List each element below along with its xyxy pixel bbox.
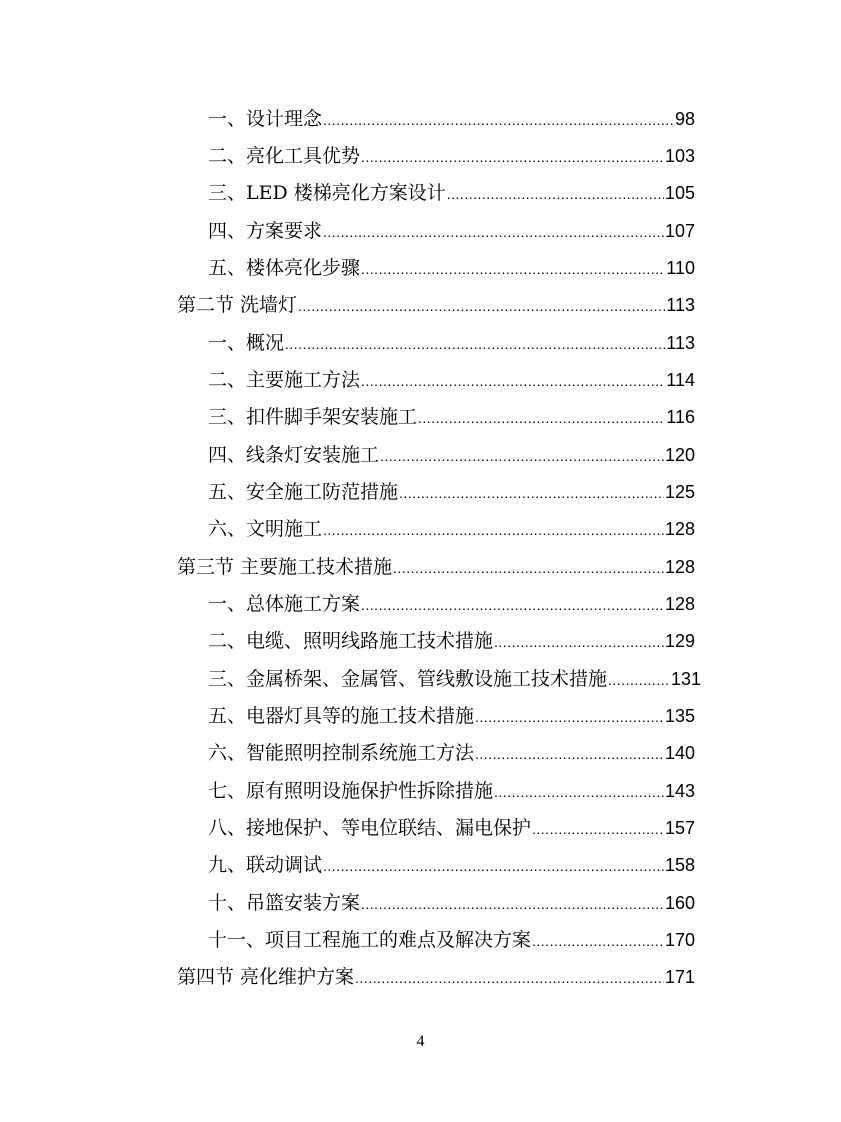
toc-entry-title: 十一、项目工程施工的难点及解决方案: [208, 929, 532, 951]
dot-leader: [494, 627, 664, 657]
toc-entry-page: 103: [664, 146, 695, 166]
toc-entry-page: 170: [664, 930, 695, 950]
dot-leader: [393, 553, 664, 583]
toc-entry-page: 135: [664, 706, 695, 726]
dot-leader: [361, 142, 664, 172]
toc-entry-title: 五、电器灯具等的施工技术措施: [208, 705, 475, 727]
toc-entry-page: 128: [664, 594, 695, 614]
toc-entry-title: 第三节 主要施工技术措施: [177, 556, 393, 578]
toc-section-entry[interactable]: [177, 962, 695, 992]
toc-entry-page: 113: [666, 333, 695, 353]
dot-leader: [355, 963, 664, 993]
toc-entry-title: 第二节 洗墙灯: [177, 294, 298, 316]
toc-entry[interactable]: [208, 738, 695, 768]
dot-leader: [298, 291, 665, 321]
toc-entry-page: 113: [666, 295, 695, 315]
toc-entry-title: 七、原有照明设施保护性拆除措施: [208, 780, 494, 802]
toc-entry[interactable]: [208, 365, 695, 395]
dot-leader: [323, 217, 664, 247]
toc-entry-title: 一、总体施工方案: [208, 593, 361, 615]
toc-entry[interactable]: [208, 776, 695, 806]
toc-entry[interactable]: [208, 589, 695, 619]
toc-entry-title: 四、方案要求: [208, 220, 323, 242]
toc-entry-page: 125: [664, 482, 695, 502]
toc-entry-page: 98: [674, 109, 695, 129]
dot-leader: [399, 478, 664, 508]
toc-entry-title: 九、联动调试: [208, 854, 323, 876]
toc-entry-title: 二、主要施工方法: [208, 369, 361, 391]
toc-entry[interactable]: [208, 328, 695, 358]
dot-leader: [361, 366, 665, 396]
dot-leader: [323, 851, 664, 881]
toc-entry-title: 三、扣件脚手架安装施工: [208, 406, 418, 428]
toc-entry-page: 105: [664, 183, 695, 203]
toc-entry[interactable]: [208, 514, 695, 544]
toc-entry-page: 131: [670, 669, 701, 689]
toc-entry-title: 五、楼体亮化步骤: [208, 257, 361, 279]
dot-leader: [494, 777, 664, 807]
toc-entry[interactable]: [208, 402, 695, 432]
toc-entry[interactable]: [208, 141, 695, 171]
toc-entry-title: 二、亮化工具优势: [208, 145, 361, 167]
dot-leader: [447, 179, 664, 209]
toc-entry-title: 六、智能照明控制系统施工方法: [208, 742, 475, 764]
toc-entry[interactable]: [208, 850, 695, 880]
toc-entry[interactable]: [208, 701, 695, 731]
dot-leader: [380, 441, 664, 471]
toc-entry-title: 二、电缆、照明线路施工技术措施: [208, 630, 494, 652]
toc-entry-page: 157: [664, 818, 695, 838]
toc-entry-page: 140: [664, 743, 695, 763]
toc-entry-title: 十、吊篮安装方案: [208, 892, 361, 914]
dot-leader: [475, 739, 664, 769]
toc-entry[interactable]: [208, 253, 695, 283]
toc-section-entry[interactable]: [177, 290, 695, 320]
toc-entry[interactable]: [208, 216, 695, 246]
dot-leader: [323, 515, 664, 545]
page-number: 4: [416, 1033, 425, 1050]
toc-entry-title: 四、线条灯安装施工: [208, 444, 380, 466]
toc-entry-page: 128: [664, 519, 695, 539]
dot-leader: [361, 590, 664, 620]
toc-entry[interactable]: [208, 440, 695, 470]
toc-entry[interactable]: [208, 477, 695, 507]
dot-leader: [608, 665, 670, 695]
dot-leader: [475, 702, 664, 732]
toc-entry[interactable]: [208, 104, 695, 134]
dot-leader: [323, 105, 674, 135]
toc-entry[interactable]: [208, 178, 695, 208]
dot-leader: [361, 254, 665, 284]
toc-entry-title: 第四节 亮化维护方案: [177, 966, 355, 988]
toc-entry-page: 160: [664, 893, 695, 913]
toc-entry[interactable]: [208, 888, 695, 918]
dot-leader: [532, 814, 664, 844]
toc-entry-title: 一、概况: [208, 332, 285, 354]
toc-entry-page: 114: [666, 370, 695, 390]
dot-leader: [361, 889, 664, 919]
toc-entry-title: 三、金属桥架、金属管、管线敷设施工技术措施: [208, 668, 608, 690]
toc-entry-page: 120: [664, 445, 695, 465]
toc-entry-page: 171: [664, 967, 695, 987]
toc-entry-page: 128: [664, 557, 695, 577]
toc-entry-page: 116: [666, 407, 695, 427]
toc-section-entry[interactable]: [177, 552, 695, 582]
toc-entry-page: 129: [664, 631, 695, 651]
toc-entry-title: 三、LED 楼梯亮化方案设计: [208, 182, 446, 204]
dot-leader: [418, 403, 665, 433]
toc-entry-page: 110: [666, 258, 695, 278]
dot-leader: [532, 926, 664, 956]
toc-entry[interactable]: [208, 925, 695, 955]
toc-entry[interactable]: [208, 813, 695, 843]
toc-entry[interactable]: [208, 664, 701, 694]
toc-entry-title: 一、设计理念: [208, 108, 323, 130]
dot-leader: [285, 329, 665, 359]
toc-entry-title: 八、接地保护、等电位联结、漏电保护: [208, 817, 532, 839]
toc-entry[interactable]: [208, 626, 695, 656]
toc-entry-page: 158: [664, 855, 695, 875]
toc-entry-title: 五、安全施工防范措施: [208, 481, 399, 503]
toc-entry-page: 107: [664, 221, 695, 241]
toc-entry-page: 143: [664, 781, 695, 801]
toc-entry-title: 六、文明施工: [208, 518, 323, 540]
